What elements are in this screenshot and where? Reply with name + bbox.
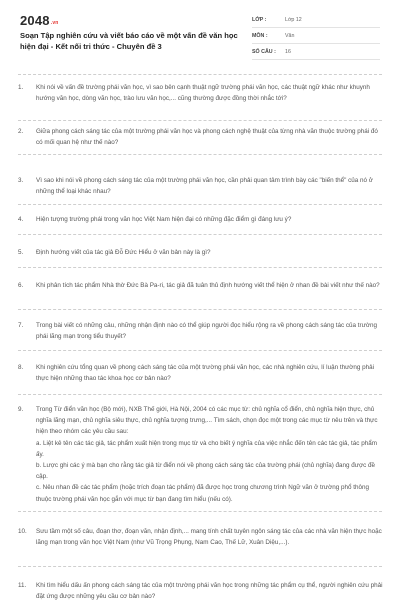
divider [18, 350, 382, 351]
question-text: Khi tìm hiểu dấu ấn phong cách sáng tác của một trường phái văn học trong những tác phẩm cụ thể, người nghiên cứu phải đặt ứng được những yêu cầu cơ bản nào? [36, 582, 383, 600]
question-number: 11. [18, 582, 27, 589]
question-text: Giữa phong cách sáng tác của một trường phái văn học và phong cách nghệ thuật của từng nhà văn thuộc trường phái đó có mối quan hệ như thế nào? [36, 128, 378, 147]
meta-key-question-count: SỐ CÂU : [252, 49, 276, 55]
question-number: 10. [18, 528, 27, 535]
question-number: 4. [18, 216, 24, 223]
question-text: Trong bài viết có những câu, những nhận định nào có thể giúp người đọc hiểu rộng ra về phong cách sáng tác của trường phái lãng mạn trong tiểu thuyết? [36, 322, 378, 341]
question-text: Vì sao khi nói về phong cách sáng tác của một trường phái văn học, cần phải quan tâm trình bày các "biến thể" của nó ở những thể loại khác nhau? [36, 177, 373, 196]
logo-suffix: .vn [50, 20, 59, 26]
meta-info [252, 12, 380, 60]
meta-row-class [252, 12, 380, 28]
divider [18, 511, 382, 512]
divider [18, 234, 382, 235]
meta-key-subject: MÔN : [252, 33, 268, 39]
page-header [0, 0, 400, 66]
divider [18, 309, 382, 310]
question-text: Khi phân tích tác phẩm Nhà thờ Đức Bà Pa-ri, tác giả đã tuân thủ định hướng viết thể hiện ở nhan đề bài viết như thế nào? [36, 282, 380, 289]
logo-text: 2048 [20, 13, 50, 28]
question-number: 9. [18, 406, 24, 413]
question-number: 1. [18, 84, 24, 91]
meta-key-class: LỚP : [252, 17, 267, 23]
question-number: 8. [18, 364, 24, 371]
question-number: 6. [18, 282, 24, 289]
divider [18, 566, 382, 567]
question-number: 2. [18, 128, 24, 135]
meta-row-question-count [252, 44, 380, 60]
question-text: Sưu tầm một số câu, đoạn thơ, đoạn văn, nhận định,... mang tính chất tuyên ngôn sáng tác của các nhà văn hiện thực hoặc lãng mạn trong văn học Việt Nam (như Vũ Trọng Phụng, Nam Cao, Thế Lữ, Xuân Diệu,...). [36, 528, 382, 547]
meta-row-subject [252, 28, 380, 44]
question-text: Khi nghiên cứu tổng quan về phong cách sáng tác của một trường phái văn học, các nhà nghiên cứu, lí luận thường phải thực hiện những thao tác khoa học cơ bản nào? [36, 364, 375, 383]
meta-value-question-count: 16 [285, 49, 291, 55]
question-number: 7. [18, 322, 24, 329]
divider [18, 204, 382, 205]
divider [18, 120, 382, 121]
site-logo[interactable] [20, 13, 59, 28]
divider [18, 267, 382, 268]
meta-value-subject: Văn [285, 33, 295, 39]
question-text: Định hướng viết của tác giả Đỗ Đức Hiểu ở văn bản này là gì? [36, 249, 211, 256]
question-number: 5. [18, 249, 24, 256]
question-text: Trong Từ điển văn học (Bộ mới), NXB Thế giới, Hà Nội, 2004 có các mục từ: chủ nghĩa cổ điển, chủ nghĩa hiện thực, chủ nghĩa lãng mạn, chủ nghĩa siêu thực, chủ nghĩa tượng trưng,... Tìm sách, chọn đọc một trong các mục từ nêu trên và thực hiện theo nhóm các yêu cầu sau: a. Liệt kê tên các tác giả, tác phẩm xuất hiện trong mục từ và cho biết ý nghĩa của việc nhắc đến tên các tác giả, tác phẩm ấy. b. Lược ghi các ý mà bạn cho rằng tác giả từ điển nói về phong cách sáng tác của trường phái (chủ nghĩa) đang được đề cập. c. Nêu nhan đề các tác phẩm (hoặc trích đoạn tác phẩm) đã được học trong chương trình Ngữ văn ở trường phổ thông thuộc trường phái văn học gắn với mục từ bạn đang tìm hiểu (nếu có). [36, 406, 378, 503]
question-text: Khi nói về vấn đề trường phái văn học, vì sao bên cạnh thuật ngữ trường phái văn học, các thuật ngữ khác như khuynh hướng văn học, dòng văn học, trào lưu văn học,... cũng thường được đồng thời nhắc tới? [36, 84, 370, 103]
divider [18, 74, 382, 75]
meta-value-class: Lớp 12 [285, 17, 302, 23]
question-number: 3. [18, 177, 24, 184]
page-title: Soạn Tập nghiên cứu và viết báo cáo về một vấn đề văn học hiện đại - Kết nối tri thức - Chuyên đề 3 [20, 31, 238, 51]
divider [18, 154, 382, 155]
question-text: Hiện tượng trường phái trong văn học Việt Nam hiện đại có những đặc điểm gì đáng lưu ý? [36, 216, 292, 223]
divider [18, 394, 382, 395]
